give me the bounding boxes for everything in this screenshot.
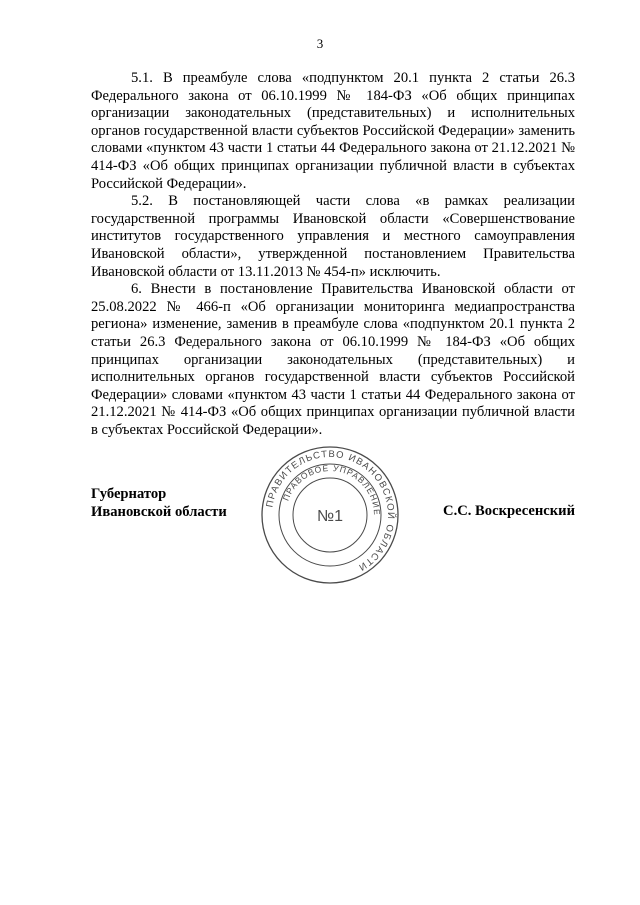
- signature-position-line1: Губернатор: [91, 486, 167, 502]
- official-seal-icon: [255, 440, 405, 590]
- paragraph-5-2: 5.2. В постановляющей части слова «в рамках реализации государственной программы Ивановской области «Совершенствование институтов государственного управления и местного самоуправления Ивановской области», утвержденной постановлением Правительства Ивановской области от 13.11.2013 № 454-п» исключить.: [91, 193, 575, 280]
- signature-position: [91, 486, 227, 521]
- seal-inner-text: ПРАВОВОЕ УПРАВЛЕНИЕ: [280, 462, 383, 516]
- document-body: [91, 70, 575, 439]
- seal-center-number: №1: [316, 508, 344, 525]
- signature-position-line2: Ивановской области: [91, 503, 227, 520]
- page-number: 3: [316, 36, 324, 51]
- signatory-name: С.С. Воскресенский: [443, 503, 575, 519]
- paragraph-5-1: 5.1. В преамбуле слова «подпунктом 20.1 пункта 2 статьи 26.3 Федерального закона от 06.10.1999 № 184-ФЗ «Об общих принципах организации законодательных (представительных) и исполнительных органов государственной власти субъектов Российской Федерации» заменить словами «пунктом 43 части 1 статьи 44 Федерального закона от 21.12.2021 № 414-ФЗ «Об общих принципах организации публичной власти в субъектах Российской Федерации».: [91, 70, 575, 192]
- paragraph-6: 6. Внести в постановление Правительства Ивановской области от 25.08.2022 № 466-п «Об организации мониторинга медиапространства региона» изменение, заменив в преамбуле слова «подпунктом 20.1 пункта 2 статьи 26.3 Федерального закона от 06.10.1999 № 184-ФЗ «Об общих принципах организации законодательных (представительных) и исполнительных органов государственной власти субъектов Российской Федерации» словами «пунктом 43 части 1 статьи 44 Федерального закона от 21.12.2021 № 414-ФЗ «Об общих принципах организации публичной власти в субъектах Российской Федерации».: [91, 281, 575, 438]
- seal-outer-text: ПРАВИТЕЛЬСТВО ИВАНОВСКОЙ ОБЛАСТИ: [264, 448, 397, 574]
